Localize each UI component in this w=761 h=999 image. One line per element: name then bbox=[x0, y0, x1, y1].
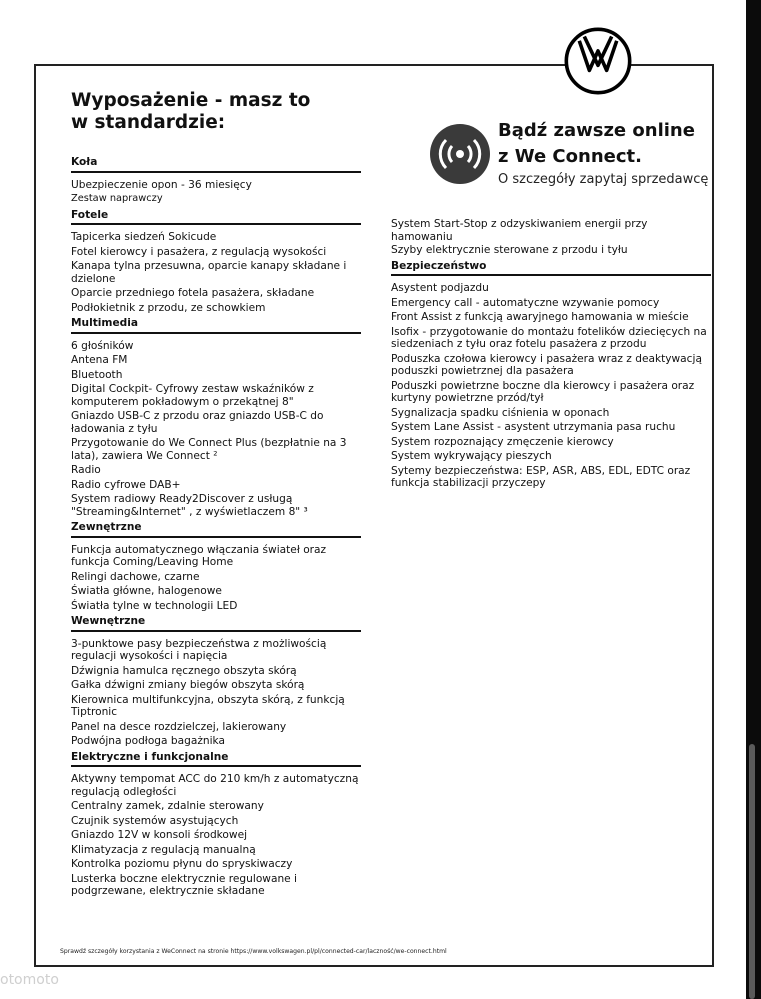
list-item: System Lane Assist - asystent utrzymania pasa ruchu bbox=[391, 421, 676, 433]
list-item: 6 głośników bbox=[71, 339, 134, 352]
section-elektryczne bbox=[71, 751, 361, 898]
list-item: Zestaw naprawczy bbox=[71, 193, 163, 204]
list-item: Światła główne, halogenowe bbox=[71, 585, 222, 597]
footnote: Sprawdź szczegóły korzystania z WeConnect na stronie https://www.volkswagen.pl/pl/connected-car/laczność/we-connect.html bbox=[60, 948, 447, 955]
list-item: Antena FM bbox=[71, 354, 128, 366]
list-item: Szyby elektrycznie sterowane z przodu i tyłu bbox=[391, 244, 628, 256]
title-line-2: w standardzie: bbox=[71, 112, 226, 133]
section-title: Fotele bbox=[71, 209, 361, 226]
right-top-list bbox=[391, 218, 711, 257]
section-fotele bbox=[71, 209, 361, 315]
list-item: Kontrolka poziomu płynu do spryskiwaczy bbox=[71, 858, 293, 870]
list-item: System radiowy Ready2Discover z usługą "Streaming&Internet" , z wyświetlaczem 8" ³ bbox=[71, 493, 308, 518]
title-line-1: Wyposażenie - masz to bbox=[71, 90, 311, 111]
list-item: Klimatyzacja z regulacją manualną bbox=[71, 843, 256, 856]
list-item: Front Assist z funkcją awaryjnego hamowania w mieście bbox=[391, 311, 689, 323]
list-item: Bluetooth bbox=[71, 368, 123, 381]
section-title: Zewnętrzne bbox=[71, 521, 361, 538]
right-column bbox=[391, 218, 711, 493]
list-item: Gałka dźwigni zmiany biegów obszyta skórą bbox=[71, 679, 305, 691]
list-item: Digital Cockpit- Cyfrowy zestaw wskaźników z komputerem pokładowym o przekątnej 8" bbox=[71, 383, 314, 408]
list-item: System wykrywający pieszych bbox=[391, 450, 552, 462]
section-title: Multimedia bbox=[71, 317, 361, 334]
section-title: Elektryczne i funkcjonalne bbox=[71, 751, 361, 768]
list-item: Fotel kierowcy i pasażera, z regulacją wysokości bbox=[71, 245, 327, 258]
list-item: Przygotowanie do We Connect Plus (bezpłatnie na 3 lata), zawiera We Connect ² bbox=[71, 437, 347, 462]
list-item: Centralny zamek, zdalnie sterowany bbox=[71, 800, 264, 812]
left-column bbox=[71, 156, 361, 901]
list-item: Isofix - przygotowanie do montażu fotelików dziecięcych na siedzeniach z tyłu oraz fotelu pasażera z przodu bbox=[391, 325, 707, 350]
list-item: Panel na desce rozdzielczej, lakierowany bbox=[71, 720, 287, 733]
list-item: Relingi dachowe, czarne bbox=[71, 570, 200, 583]
promo-heading-line-2: z We Connect. bbox=[498, 146, 642, 167]
list-item: Poduszki powietrzne boczne dla kierowcy i pasażera oraz kurtyny powietrzne przód/tył bbox=[391, 379, 695, 404]
scrollbar[interactable] bbox=[746, 0, 761, 999]
list-item: Podwójna podłoga bagażnika bbox=[71, 735, 225, 747]
list-item: Tapicerka siedzeń Sokicude bbox=[71, 231, 217, 243]
list-item: Radio bbox=[71, 464, 101, 476]
page-title bbox=[71, 90, 371, 134]
list-item: Gniazdo 12V w konsoli środkowej bbox=[71, 829, 248, 841]
list-item: Funkcja automatycznego włączania świateł oraz funkcja Coming/Leaving Home bbox=[71, 543, 327, 568]
list-item: Emergency call - automatyczne wzywanie pomocy bbox=[391, 296, 660, 309]
section-zewnetrzne bbox=[71, 521, 361, 612]
list-item: Sytemy bezpieczeństwa: ESP, ASR, ABS, EDL, EDTC oraz funkcja stabilizacji przyczepy bbox=[391, 464, 691, 489]
list-item: Gniazdo USB-C z przodu oraz gniazdo USB-C do ładowania z tyłu bbox=[71, 410, 324, 435]
list-item: Ubezpieczenie opon - 36 miesięcy bbox=[71, 178, 252, 191]
list-item: Światła tylne w technologii LED bbox=[71, 599, 238, 612]
list-item: Czujnik systemów asystujących bbox=[71, 814, 239, 827]
list-item: Kierownica multifunkcyjna, obszyta skórą, z funkcją Tiptronic bbox=[71, 693, 345, 718]
section-kola bbox=[71, 156, 361, 206]
promo-heading-line-1: Bądź zawsze online bbox=[498, 120, 695, 141]
we-connect-signal-icon bbox=[428, 122, 492, 186]
watermark: otomoto bbox=[0, 972, 59, 988]
list-item: 3-punktowe pasy bezpieczeństwa z możliwością regulacji wysokości i napięcia bbox=[71, 637, 327, 662]
list-item: Lusterka boczne elektrycznie regulowane i podgrzewane, elektrycznie składane bbox=[71, 872, 297, 897]
list-item: Asystent podjazdu bbox=[391, 282, 489, 294]
list-item: Poduszka czołowa kierowcy i pasażera wraz z deaktywacją poduszki powietrznej dla pasażera bbox=[391, 352, 702, 377]
promo-subtitle: O szczegóły zapytaj sprzedawcę bbox=[498, 172, 709, 187]
list-item: Podłokietnik z przodu, ze schowkiem bbox=[71, 301, 266, 314]
volkswagen-logo bbox=[562, 25, 634, 97]
list-item: Kanapa tylna przesuwna, oparcie kanapy składane i dzielone bbox=[71, 260, 347, 285]
list-item: Dźwignia hamulca ręcznego obszyta skórą bbox=[71, 664, 297, 677]
scrollbar-thumb[interactable] bbox=[749, 744, 755, 999]
section-title: Wewnętrzne bbox=[71, 615, 361, 632]
section-title: Koła bbox=[71, 156, 361, 173]
section-multimedia bbox=[71, 317, 361, 518]
section-wewnetrzne bbox=[71, 615, 361, 748]
list-item: Aktywny tempomat ACC do 210 km/h z automatyczną regulacją odległości bbox=[71, 773, 359, 798]
list-item: System Start-Stop z odzyskiwaniem energii przy hamowaniu bbox=[391, 218, 648, 243]
we-connect-promo bbox=[428, 116, 728, 196]
list-item: Radio cyfrowe DAB+ bbox=[71, 478, 181, 491]
section-bezpieczenstwo bbox=[391, 260, 711, 490]
list-item: Oparcie przedniego fotela pasażera, składane bbox=[71, 287, 315, 299]
list-item: Sygnalizacja spadku ciśnienia w oponach bbox=[391, 406, 610, 419]
list-item: System rozpoznający zmęczenie kierowcy bbox=[391, 435, 614, 448]
section-title: Bezpieczeństwo bbox=[391, 260, 711, 277]
